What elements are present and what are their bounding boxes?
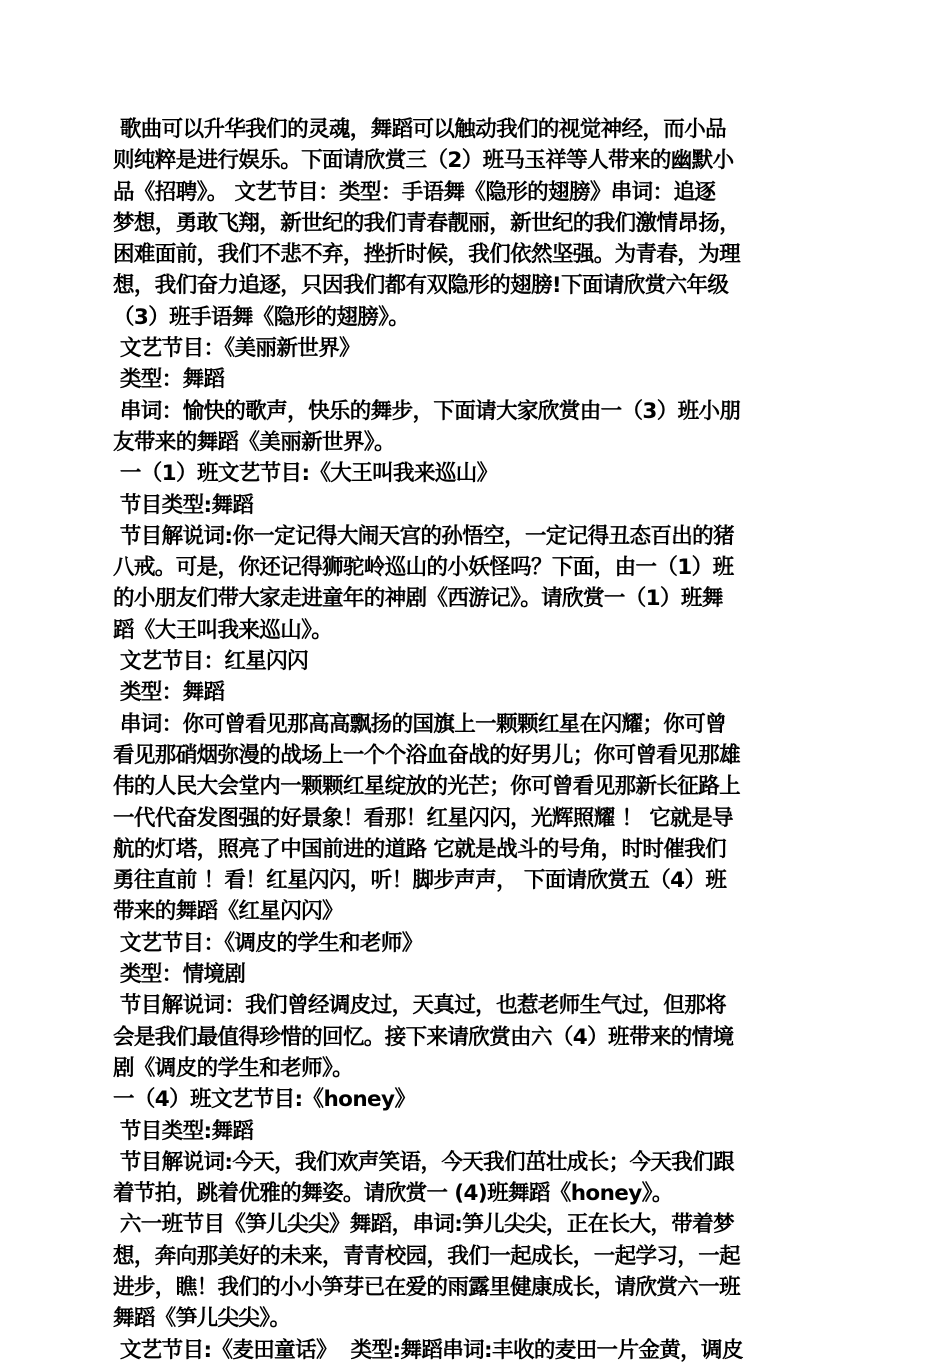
text-line: 歌曲可以升华我们的灵魂，舞蹈可以触动我们的视觉神经，而小品	[113, 117, 726, 142]
text-line: 节目解说词:今天，我们欢声笑语，今天我们茁壮成长；今天我们跟	[113, 1149, 734, 1175]
text-line: 看见那硝烟弥漫的战场上一个个浴血奋战的好男儿；你可曾看见那雄	[113, 742, 741, 768]
text-line: 的小朋友们带大家走进童年的神剧《西游记》。请欣赏一（1）班舞	[113, 586, 723, 612]
text-line: 进步，瞧！我们的小小笋芽已在爱的雨露里健康成长，请欣赏六一班	[113, 1274, 741, 1300]
text-line: 剧《调皮的学生和老师》。	[113, 1055, 354, 1081]
text-line: 节目解说词：我们曾经调皮过，天真过，也惹老师生气过，但那将	[113, 993, 726, 1019]
text-line: 航的灯塔，照亮了中国前进的道路 它就是战斗的号角，时时催我们	[113, 836, 726, 862]
text-line: 友带来的舞蹈《美丽新世界》。	[113, 429, 395, 455]
text-line: 梦想，勇敢飞翔，新世纪的我们青春靓丽，新世纪的我们激情昂扬，	[113, 210, 741, 236]
text-line: 带来的舞蹈《红星闪闪》	[113, 899, 343, 925]
text-line: 勇往直前 ！看！红星闪闪，听！脚步声声， 下面请欣赏五（4）班	[113, 868, 727, 894]
text-line: 类型：舞蹈	[113, 367, 225, 393]
text-line: 舞蹈《笋儿尖尖》。	[113, 1306, 291, 1332]
text-line: 想，奔向那美好的未来，青青校园，我们一起成长，一起学习，一起	[113, 1243, 741, 1269]
text-line: 文艺节目:《麦田童话》 类型:舞蹈串词:丰收的麦田一片金黄，调皮	[113, 1337, 743, 1363]
text-line: 文艺节目：《美丽新世界》	[113, 336, 360, 362]
text-line: 六一班节目《笋儿尖尖》舞蹈，串词:笋儿尖尖，正在长大，带着梦	[113, 1212, 734, 1238]
text-line: 困难面前，我们不悲不弃，挫折时候，我们依然坚强。为青春，为理	[113, 242, 741, 268]
text-line: 文艺节目：红星闪闪	[113, 649, 308, 675]
text-line: 则纯粹是进行娱乐。下面请欣赏三（2）班马玉祥等人带来的幽默小	[113, 148, 734, 174]
text-line: （3）班手语舞《隐形的翅膀》。	[113, 304, 410, 330]
text-line: 节目类型:舞蹈	[113, 1118, 254, 1144]
text-line: 一代代奋发图强的好景象！看那！红星闪闪，光辉照耀 ！ 它就是导	[113, 805, 733, 831]
text-line: 品《招聘》。 文艺节目：类型：手语舞《隐形的翅膀》串词：追逐	[113, 179, 716, 205]
text-line: 串词：愉快的歌声，快乐的舞步，下面请大家欣赏由一（3）班小朋	[113, 398, 741, 424]
text-line: 伟的人民大会堂内一颗颗红星绽放的光芒；你可曾看见那新长征路上	[113, 774, 741, 800]
text-line: 一（4）班文艺节目:《honey》	[113, 1087, 416, 1113]
text-line: 类型：情境剧	[113, 962, 246, 988]
document-body	[113, 114, 838, 1366]
text-line: 文艺节目：《调皮的学生和老师》	[113, 930, 423, 956]
text-line: 类型：舞蹈	[113, 680, 225, 706]
text-line: 着节拍，跳着优雅的舞姿。请欣赏一 (4)班舞蹈《honey》。	[113, 1181, 673, 1207]
text-line: 会是我们最值得珍惜的回忆。接下来请欣赏由六（4）班带来的情境	[113, 1024, 734, 1050]
text-line: 想，我们奋力追逐，只因我们都有双隐形的翅膀!下面请欣赏六年级	[113, 273, 729, 299]
text-line: 蹈《大王叫我来巡山》。	[113, 617, 333, 643]
text-line: 一（1）班文艺节目:《大王叫我来巡山》	[113, 461, 498, 487]
text-line: 节目类型:舞蹈	[113, 492, 254, 518]
text-line: 串词：你可曾看见那高高飘扬的国旗上一颗颗红星在闪耀；你可曾	[113, 711, 726, 737]
text-line: 八戒。可是，你还记得狮驼岭巡山的小妖怪吗？下面，由一（1）班	[113, 555, 734, 581]
text-line: 节目解说词:你一定记得大闹天宫的孙悟空，一定记得丑态百出的猪	[113, 523, 734, 549]
